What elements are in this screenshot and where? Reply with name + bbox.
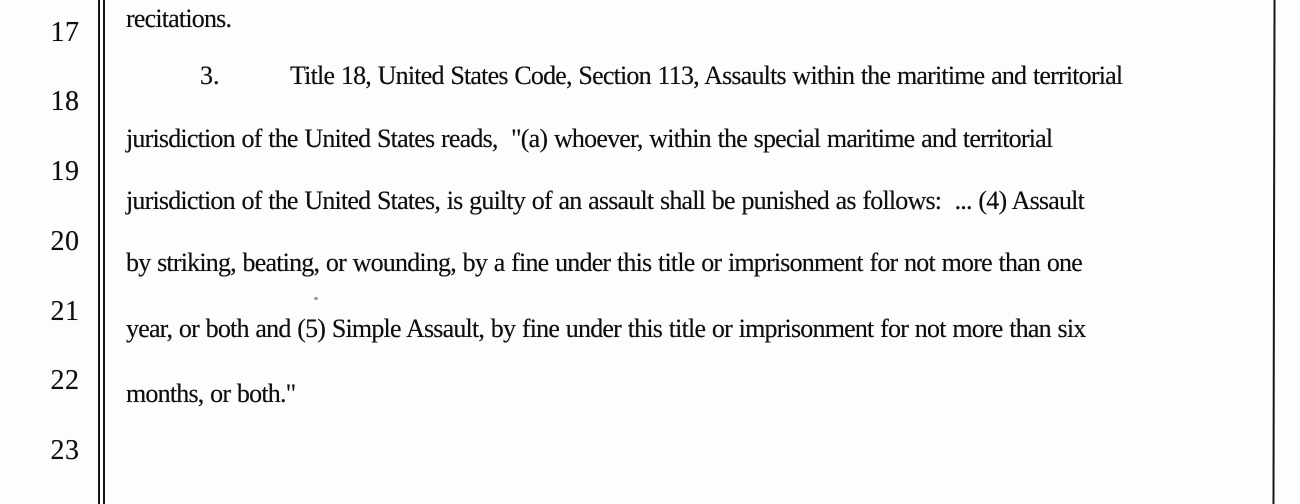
line-number-19: 19 <box>50 156 80 187</box>
document-text-line: months, or both." <box>126 379 296 408</box>
document-text-line: jurisdiction of the United States reads, "(a) whoever, within the special maritime and territorial <box>126 124 1053 153</box>
document-text-line: year, or both and (5) Simple Assault, by fine under this title or imprisonment for not more than six <box>126 314 1086 343</box>
document-text-line: jurisdiction of the United States, is guilty of an assault shall be punished as follows: ... (4) Assault <box>126 186 1084 215</box>
line-number-23: 23 <box>50 435 80 466</box>
pleading-double-rule-left <box>98 0 105 504</box>
line-number-20: 20 <box>50 226 80 257</box>
document-text-line: recitations. <box>126 4 232 33</box>
line-number-22: 22 <box>50 365 80 396</box>
scan-speck <box>314 297 318 300</box>
pleading-rule-right <box>1272 0 1275 504</box>
line-number-21: 21 <box>50 296 80 327</box>
line-number-18: 18 <box>50 86 80 117</box>
paragraph-number: 3. <box>200 61 220 90</box>
document-paragraph-line <box>126 60 1122 92</box>
document-text-line: Title 18, United States Code, Section 113, Assaults within the maritime and territorial <box>290 61 1123 90</box>
document-text-line: by striking, beating, or wounding, by a fine under this title or imprisonment for not more than one <box>126 248 1082 277</box>
line-number-17: 17 <box>50 17 80 48</box>
